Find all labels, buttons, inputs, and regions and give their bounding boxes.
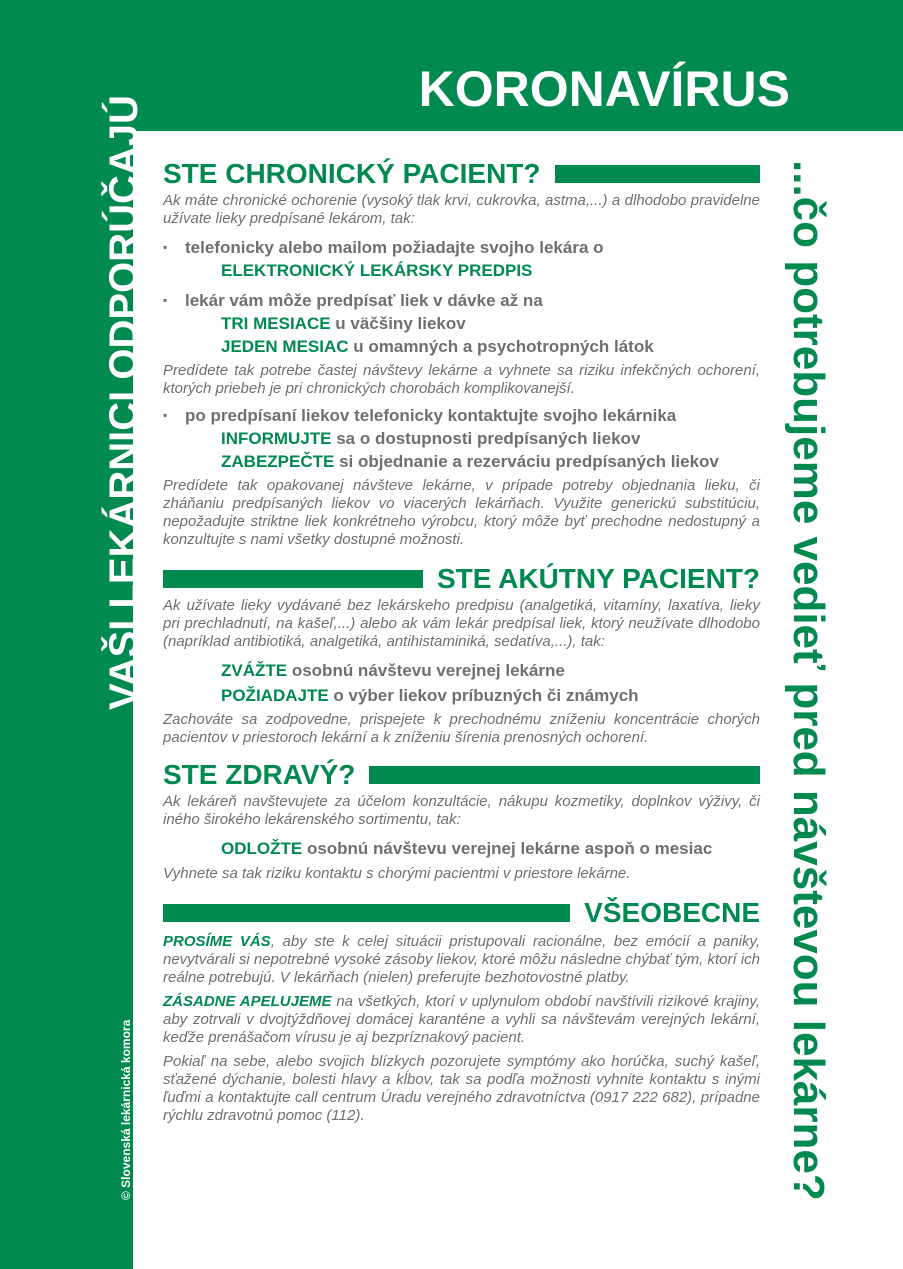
highlight-text: ZABEZPEČTE: [221, 452, 335, 471]
heading-healthy: [163, 759, 760, 791]
chronic-note-1: Predídete tak potrebe častej návštevy lekárne a vyhnete sa riziku infekčných ochorení, ktorých priebeh je pri chronických chorobách komplikovanejší.: [163, 362, 760, 397]
highlight-text: INFORMUJTE: [221, 429, 332, 448]
content: [163, 158, 760, 1125]
highlight-text: ZVÁŽTE: [221, 661, 288, 680]
acute-intro: Ak užívate lieky vydávané bez lekárskeho predpisu (analgetiká, vitamíny, laxatíva, lieky pri prechladnutí, na kašeľ,...) alebo ak vám lekár predpísal liek, ktorý neužívate dlhodobo (napríklad antibiotiká, analgetiká, antihistaminiká, sedatíva,...), tak:: [163, 597, 760, 650]
healthy-note: Vyhnete sa tak riziku kontaktu s chorými pacientmi v priestore lekárne.: [163, 865, 631, 882]
heading-bar: [369, 766, 760, 784]
highlight-text: JEDEN MESIAC: [221, 337, 349, 356]
left-vertical-title: VAŠI LEKÁRNICI ODPORÚČAJÚ: [102, 95, 146, 710]
paragraph-text: , aby ste k celej situácii pristupovali racionálne, bez emócií a paniky, nevytvárali si nepotrebné vysoké zásoby liekov, ktoré môžu následne chýbať tým, ktorí ich reálne potrebujú. V lekárňach (nielen) preferujte bezhotovostné platby.: [163, 933, 761, 986]
line-text: o výber liekov príbuzných či známych: [328, 686, 639, 705]
line-text: si objednanie a rezerváciu predpísaných liekov: [334, 452, 719, 471]
heading-acute: [163, 563, 760, 595]
indented-line: [163, 684, 760, 707]
copyright-note: [119, 1020, 147, 1200]
healthy-intro: Ak lekáreň navštevujete za účelom konzultácie, nákupu kozmetiky, doplnkov výživy, či iného širokého lekárenského sortimentu, tak:: [163, 793, 760, 828]
bullet-item: [163, 289, 760, 312]
section-chronic: [163, 158, 760, 549]
section-general: [163, 897, 760, 1125]
indented-line: [163, 450, 760, 473]
general-paragraph-3: Pokiaľ na sebe, alebo svojich blízkych pozorujete symptómy ako horúčka, suchý kašeľ, sťažené dýchanie, bolesti hlavy a kĺbov, tak sa podľa možnosti vyhnite kontaktu s inými ľuďmi a kontaktujte call centrum Úradu verejného zdravotníctva (0917 222 682), prípadne rýchlu zdravotnú pomoc (112).: [163, 1053, 760, 1124]
heading-healthy-text: STE ZDRAVÝ?: [163, 759, 356, 790]
copyright-line1: © Slovenská lekárnická komora: [119, 1019, 133, 1200]
highlight-text: POŽIADAJTE: [221, 686, 329, 705]
indented-line: [163, 427, 760, 450]
heading-acute-text: STE AKÚTNY PACIENT?: [436, 563, 760, 594]
highlight-text: PROSÍME VÁS: [163, 933, 271, 950]
highlight-text: ZÁSADNE APELUJEME: [163, 993, 332, 1010]
right-vertical-question: ...čo potrebujeme vedieť pred návštevou lekárne?: [784, 160, 833, 1201]
chronic-note-2: Predídete tak opakovanej návšteve lekárne, v prípade potreby objednania lieku, či zháňaniu predpísaných liekov vo viacerých lekárňach. Využite generickú substitúciu, nepožadujte striktne liek konkrétneho výrobcu, ktorý môže byť prechodne nedostupný a konzultujte s nami všetky dostupné možnosti.: [163, 477, 760, 548]
heading-bar: [555, 165, 761, 183]
chronic-intro: Ak máte chronické ochorenie (vysoký tlak krvi, cukrovka, astma,...) a dlhodobo pravidelne užívate lieky predpísané lekárom, tak:: [163, 192, 760, 227]
page-title: KORONAVÍRUS: [418, 61, 790, 117]
heading-general-text: VŠEOBECNE: [584, 897, 760, 928]
line-text: u väčšiny liekov: [330, 314, 466, 333]
acute-note: Zachováte sa zodpovedne, prispejete k prechodnému zníženiu koncentrácie chorých pacientov v priestoroch lekární a k zníženiu šírenia prenosných ochorení.: [163, 711, 760, 746]
line-text: sa o dostupnosti predpísaných liekov: [331, 429, 641, 448]
bullet-item: [163, 236, 760, 259]
heading-bar: [163, 570, 423, 588]
section-healthy: [163, 759, 760, 883]
indented-line: [163, 259, 760, 282]
indented-line: [163, 659, 760, 682]
bullet-text: po predpísaní liekov telefonicky kontaktujte svojho lekárnika: [185, 406, 677, 425]
line-text: u omamných a psychotropných látok: [348, 337, 654, 356]
heading-general: [163, 897, 760, 929]
indented-line: [163, 335, 760, 358]
highlight-text: ODLOŽTE: [221, 839, 303, 858]
indented-line: [163, 837, 760, 860]
section-acute: [163, 563, 760, 747]
heading-chronic-text: STE CHRONICKÝ PACIENT?: [163, 158, 541, 189]
general-paragraph-2: [163, 993, 760, 1047]
paragraph-text: na všetkých, ktorí v uplynulom období navštívili rizikové krajiny, aby zotrvali v dvojtýždňovej domácej karanténe a vyhli sa návštevám verejných lekární, keďže prenášačom vírusu je aj bezpríznakový pacient.: [163, 993, 760, 1046]
line-text: osobnú návštevu verejnej lekárne aspoň o mesiac: [302, 839, 713, 858]
heading-chronic: [163, 158, 760, 190]
copyright-year: 2020: [133, 1173, 147, 1200]
general-paragraph-1: [163, 933, 760, 987]
indented-line: [163, 312, 760, 335]
highlight-text: ELEKTRONICKÝ LEKÁRSKY PREDPIS: [221, 261, 533, 280]
bullet-text: lekár vám môže predpísať liek v dávke až na: [185, 291, 543, 310]
bullet-item: [163, 404, 760, 427]
heading-bar: [163, 904, 570, 922]
highlight-text: TRI MESIACE: [221, 314, 331, 333]
line-text: osobnú návštevu verejnej lekárne: [287, 661, 565, 680]
bullet-text: telefonicky alebo mailom požiadajte svojho lekára o: [185, 238, 604, 257]
